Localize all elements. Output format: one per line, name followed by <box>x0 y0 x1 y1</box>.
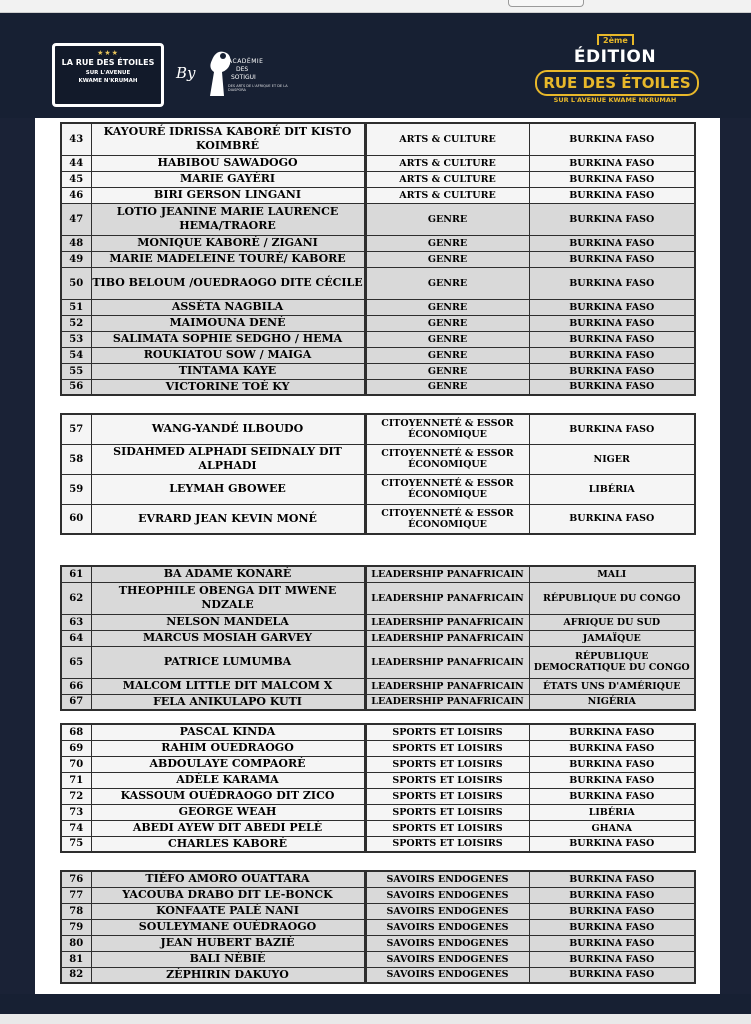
laureate-name: THEOPHILE OBENGA DIT MWENE NDZALE <box>91 582 365 614</box>
country: BURKINA FASO <box>529 363 695 379</box>
edition-subtitle: SUR L'AVENUE KWAME NKRUMAH <box>553 96 677 104</box>
laureate-name: MONIQUE KABORÉ / ZIGANI <box>91 235 365 251</box>
country: LIBÉRIA <box>529 474 695 504</box>
row-number: 50 <box>61 267 91 299</box>
category: GENRE <box>365 235 529 251</box>
laureate-name: WANG-YANDÉ ILBOUDO <box>91 414 365 444</box>
country: BURKINA FASO <box>529 331 695 347</box>
row-number: 65 <box>61 646 91 678</box>
row-number: 44 <box>61 155 91 171</box>
row-number: 77 <box>61 887 91 903</box>
table-row <box>61 379 695 395</box>
laureate-name: SIDAHMED ALPHADI SEIDNALY DIT ALPHADI <box>91 444 365 474</box>
laureate-name: JEAN HUBERT BAZIÉ <box>91 935 365 951</box>
row-number: 81 <box>61 951 91 967</box>
category: GENRE <box>365 315 529 331</box>
category: LEADERSHIP PANAFRICAIN <box>365 646 529 678</box>
row-number: 78 <box>61 903 91 919</box>
table-row <box>61 347 695 363</box>
laureate-name: LOTIO JEANINE MARIE LAURENCE HEMA/TRAORE <box>91 203 365 235</box>
country: BURKINA FASO <box>529 887 695 903</box>
laureate-name: YACOUBA DRABO DIT LE-BONCK <box>91 887 365 903</box>
category: SAVOIRS ENDOGENES <box>365 871 529 887</box>
category: SPORTS ET LOISIRS <box>365 724 529 740</box>
table-row <box>61 582 695 614</box>
country: BURKINA FASO <box>529 772 695 788</box>
row-number: 76 <box>61 871 91 887</box>
laureate-name: ROUKIATOU SOW / MAIGA <box>91 347 365 363</box>
table-row <box>61 155 695 171</box>
country: BURKINA FASO <box>529 871 695 887</box>
table-row <box>61 504 695 534</box>
academie-sotigui-logo <box>198 46 298 101</box>
table-row <box>61 444 695 474</box>
row-number: 62 <box>61 582 91 614</box>
edition-name: RUE DES ÉTOILES <box>535 70 699 96</box>
country: BURKINA FASO <box>529 967 695 983</box>
row-number: 71 <box>61 772 91 788</box>
row-number: 43 <box>61 123 91 155</box>
table-row <box>61 203 695 235</box>
category: GENRE <box>365 363 529 379</box>
row-number: 46 <box>61 187 91 203</box>
category: GENRE <box>365 347 529 363</box>
row-number: 54 <box>61 347 91 363</box>
row-number: 66 <box>61 678 91 694</box>
row-number: 64 <box>61 630 91 646</box>
table-row <box>61 614 695 630</box>
row-number: 51 <box>61 299 91 315</box>
table-row <box>61 123 695 155</box>
table-row <box>61 630 695 646</box>
category: GENRE <box>365 251 529 267</box>
category: SPORTS ET LOISIRS <box>365 804 529 820</box>
row-number: 56 <box>61 379 91 395</box>
category: GENRE <box>365 267 529 299</box>
category: CITOYENNETÉ & ESSOR ÉCONOMIQUE <box>365 504 529 534</box>
laureates-table-5 <box>60 870 696 984</box>
laureate-name: GEORGE WEAH <box>91 804 365 820</box>
country: BURKINA FASO <box>529 756 695 772</box>
category: CITOYENNETÉ & ESSOR ÉCONOMIQUE <box>365 414 529 444</box>
laureate-name: KONFAATE PALÉ NANI <box>91 903 365 919</box>
academy-line-4: DES ARTS DE L'AFRIQUE ET DE LA DIASPORA <box>228 84 288 92</box>
category: SAVOIRS ENDOGENES <box>365 951 529 967</box>
table-row <box>61 678 695 694</box>
country: BURKINA FASO <box>529 123 695 155</box>
table-row <box>61 251 695 267</box>
row-number: 48 <box>61 235 91 251</box>
country: BURKINA FASO <box>529 315 695 331</box>
country: BURKINA FASO <box>529 251 695 267</box>
country: BURKINA FASO <box>529 155 695 171</box>
row-number: 45 <box>61 171 91 187</box>
table-row <box>61 967 695 983</box>
category: ARTS & CULTURE <box>365 187 529 203</box>
rue-des-etoiles-badge-logo <box>52 43 164 107</box>
country: BURKINA FASO <box>529 379 695 395</box>
table-row <box>61 363 695 379</box>
row-number: 82 <box>61 967 91 983</box>
table-row <box>61 299 695 315</box>
row-number: 60 <box>61 504 91 534</box>
laureate-name: ABEDI AYEW DIT ABEDI PELÉ <box>91 820 365 836</box>
table-row <box>61 566 695 582</box>
category: SPORTS ET LOISIRS <box>365 740 529 756</box>
category: LEADERSHIP PANAFRICAIN <box>365 614 529 630</box>
laureate-name: TIÉFO AMORO OUATTARA <box>91 871 365 887</box>
table-row <box>61 820 695 836</box>
row-number: 70 <box>61 756 91 772</box>
laureates-table-2 <box>60 413 696 535</box>
window-top-strip <box>0 0 751 13</box>
laureate-name: ZÉPHIRIN DAKUYO <box>91 967 365 983</box>
laureate-name: ABDOULAYE COMPAORÉ <box>91 756 365 772</box>
country: BURKINA FASO <box>529 951 695 967</box>
row-number: 73 <box>61 804 91 820</box>
category: SPORTS ET LOISIRS <box>365 772 529 788</box>
category: SAVOIRS ENDOGENES <box>365 903 529 919</box>
category: ARTS & CULTURE <box>365 171 529 187</box>
table-row <box>61 756 695 772</box>
laureates-table-4 <box>60 723 696 853</box>
table-row <box>61 724 695 740</box>
row-number: 79 <box>61 919 91 935</box>
table-row <box>61 951 695 967</box>
table-row <box>61 267 695 299</box>
category: LEADERSHIP PANAFRICAIN <box>365 630 529 646</box>
category: GENRE <box>365 299 529 315</box>
laureate-name: SOULEYMANE OUÉDRAOGO <box>91 919 365 935</box>
row-number: 49 <box>61 251 91 267</box>
laureate-name: ADÈLE KARAMA <box>91 772 365 788</box>
laureate-name: NELSON MANDELA <box>91 614 365 630</box>
category: SAVOIRS ENDOGENES <box>365 967 529 983</box>
country: BURKINA FASO <box>529 235 695 251</box>
row-number: 59 <box>61 474 91 504</box>
country: BURKINA FASO <box>529 788 695 804</box>
category: GENRE <box>365 203 529 235</box>
country: BURKINA FASO <box>529 903 695 919</box>
category: SPORTS ET LOISIRS <box>365 756 529 772</box>
row-number: 52 <box>61 315 91 331</box>
laureate-name: HABIBOU SAWADOGO <box>91 155 365 171</box>
category: SAVOIRS ENDOGENES <box>365 935 529 951</box>
country: BURKINA FASO <box>529 203 695 235</box>
table-row <box>61 740 695 756</box>
country: RÉPUBLIQUE DU CONGO <box>529 582 695 614</box>
laureate-name: MARCUS MOSIAH GARVEY <box>91 630 365 646</box>
laureate-name: VICTORINE TOÉ KY <box>91 379 365 395</box>
country: LIBÉRIA <box>529 804 695 820</box>
laureates-table-1 <box>60 122 696 396</box>
country: AFRIQUE DU SUD <box>529 614 695 630</box>
category: CITOYENNETÉ & ESSOR ÉCONOMIQUE <box>365 444 529 474</box>
right-margin <box>720 118 751 994</box>
category: LEADERSHIP PANAFRICAIN <box>365 566 529 582</box>
table-row <box>61 187 695 203</box>
row-number: 74 <box>61 820 91 836</box>
row-number: 61 <box>61 566 91 582</box>
badge-line-2: SUR L'AVENUE <box>85 70 131 76</box>
country: ÉTATS UNS D'AMÉRIQUE <box>529 678 695 694</box>
table-row <box>61 474 695 504</box>
country: BURKINA FASO <box>529 919 695 935</box>
row-number: 53 <box>61 331 91 347</box>
laureate-name: TIBO BELOUM /OUEDRAOGO DITE CÉCILE <box>91 267 365 299</box>
country: BURKINA FASO <box>529 836 695 852</box>
edition-title: ÉDITION <box>573 47 657 67</box>
row-number: 47 <box>61 203 91 235</box>
table-row <box>61 836 695 852</box>
category: SPORTS ET LOISIRS <box>365 820 529 836</box>
bottom-band <box>0 1014 751 1024</box>
laureate-name: RAHIM OUEDRAOGO <box>91 740 365 756</box>
laureate-name: BA ADAME KONARÉ <box>91 566 365 582</box>
category: LEADERSHIP PANAFRICAIN <box>365 678 529 694</box>
country: BURKINA FASO <box>529 724 695 740</box>
academy-line-2: DES <box>236 66 249 73</box>
laureate-name: LEYMAH GBOWEE <box>91 474 365 504</box>
table-row <box>61 235 695 251</box>
table-row <box>61 919 695 935</box>
table-row <box>61 788 695 804</box>
category: CITOYENNETÉ & ESSOR ÉCONOMIQUE <box>365 474 529 504</box>
edition-number: 2ème <box>597 34 634 45</box>
laureates-table-3 <box>60 565 696 711</box>
country: BURKINA FASO <box>529 935 695 951</box>
row-number: 72 <box>61 788 91 804</box>
row-number: 57 <box>61 414 91 444</box>
laureate-name: TINTAMA KAYE <box>91 363 365 379</box>
country: NIGÉRIA <box>529 694 695 710</box>
laureate-name: MAIMOUNA DENÉ <box>91 315 365 331</box>
laureate-name: MARIE MADELEINE TOURÉ/ KABORE <box>91 251 365 267</box>
country: JAMAÏQUE <box>529 630 695 646</box>
country: BURKINA FASO <box>529 504 695 534</box>
country: BURKINA FASO <box>529 347 695 363</box>
badge-line-3: KWAME N'KRUMAH <box>78 78 138 84</box>
category: LEADERSHIP PANAFRICAIN <box>365 694 529 710</box>
academy-line-1: ACADÉMIE <box>228 58 264 65</box>
laureate-name: ASSÉTA NAGBILA <box>91 299 365 315</box>
country: BURKINA FASO <box>529 740 695 756</box>
table-row <box>61 887 695 903</box>
laureate-name: PASCAL KINDA <box>91 724 365 740</box>
table-row <box>61 331 695 347</box>
table-row <box>61 903 695 919</box>
table-row <box>61 315 695 331</box>
category: GENRE <box>365 379 529 395</box>
country: RÉPUBLIQUE DEMOCRATIQUE DU CONGO <box>529 646 695 678</box>
row-number: 58 <box>61 444 91 474</box>
laureate-name: BALI NÉBIÉ <box>91 951 365 967</box>
table-row <box>61 414 695 444</box>
row-number: 80 <box>61 935 91 951</box>
country: BURKINA FASO <box>529 267 695 299</box>
category: ARTS & CULTURE <box>365 123 529 155</box>
row-number: 55 <box>61 363 91 379</box>
row-number: 68 <box>61 724 91 740</box>
laureate-name: KAYOURÉ IDRISSA KABORÉ DIT KISTO KOIMBRÉ <box>91 123 365 155</box>
badge-line-1: LA RUE DES ÉTOILES <box>61 58 155 67</box>
table-row <box>61 935 695 951</box>
country: GHANA <box>529 820 695 836</box>
country: BURKINA FASO <box>529 187 695 203</box>
category: ARTS & CULTURE <box>365 155 529 171</box>
country: BURKINA FASO <box>529 171 695 187</box>
table-row <box>61 694 695 710</box>
row-number: 75 <box>61 836 91 852</box>
row-number: 63 <box>61 614 91 630</box>
country: BURKINA FASO <box>529 299 695 315</box>
laureate-name: CHARLES KABORÉ <box>91 836 365 852</box>
laureate-name: FELA ANIKULAPO KUTI <box>91 694 365 710</box>
table-row <box>61 171 695 187</box>
category: SPORTS ET LOISIRS <box>365 836 529 852</box>
table-row <box>61 804 695 820</box>
laureate-name: EVRARD JEAN KEVIN MONÉ <box>91 504 365 534</box>
country: BURKINA FASO <box>529 414 695 444</box>
laureate-name: SALIMATA SOPHIE SEDGHO / HEMA <box>91 331 365 347</box>
category: SAVOIRS ENDOGENES <box>365 887 529 903</box>
table-row <box>61 646 695 678</box>
country: MALI <box>529 566 695 582</box>
by-signature: By <box>176 64 196 82</box>
row-number: 67 <box>61 694 91 710</box>
academy-line-3: SOTIGUI <box>231 74 256 81</box>
window-tab-handle[interactable] <box>508 0 584 7</box>
category: GENRE <box>365 331 529 347</box>
laureate-name: KASSOUM OUÉDRAOGO DIT ZICO <box>91 788 365 804</box>
row-number: 69 <box>61 740 91 756</box>
table-row <box>61 772 695 788</box>
laureate-name: BIRI GERSON LINGANI <box>91 187 365 203</box>
laureate-name: MARIE GAYÉRI <box>91 171 365 187</box>
category: SAVOIRS ENDOGENES <box>365 919 529 935</box>
laureate-name: MALCOM LITTLE DIT MALCOM X <box>91 678 365 694</box>
laureate-name: PATRICE LUMUMBA <box>91 646 365 678</box>
category: LEADERSHIP PANAFRICAIN <box>365 582 529 614</box>
country: NIGER <box>529 444 695 474</box>
category: SPORTS ET LOISIRS <box>365 788 529 804</box>
stars-icon: ★★★ <box>97 49 119 57</box>
bottom-bar <box>0 994 751 1024</box>
table-row <box>61 871 695 887</box>
